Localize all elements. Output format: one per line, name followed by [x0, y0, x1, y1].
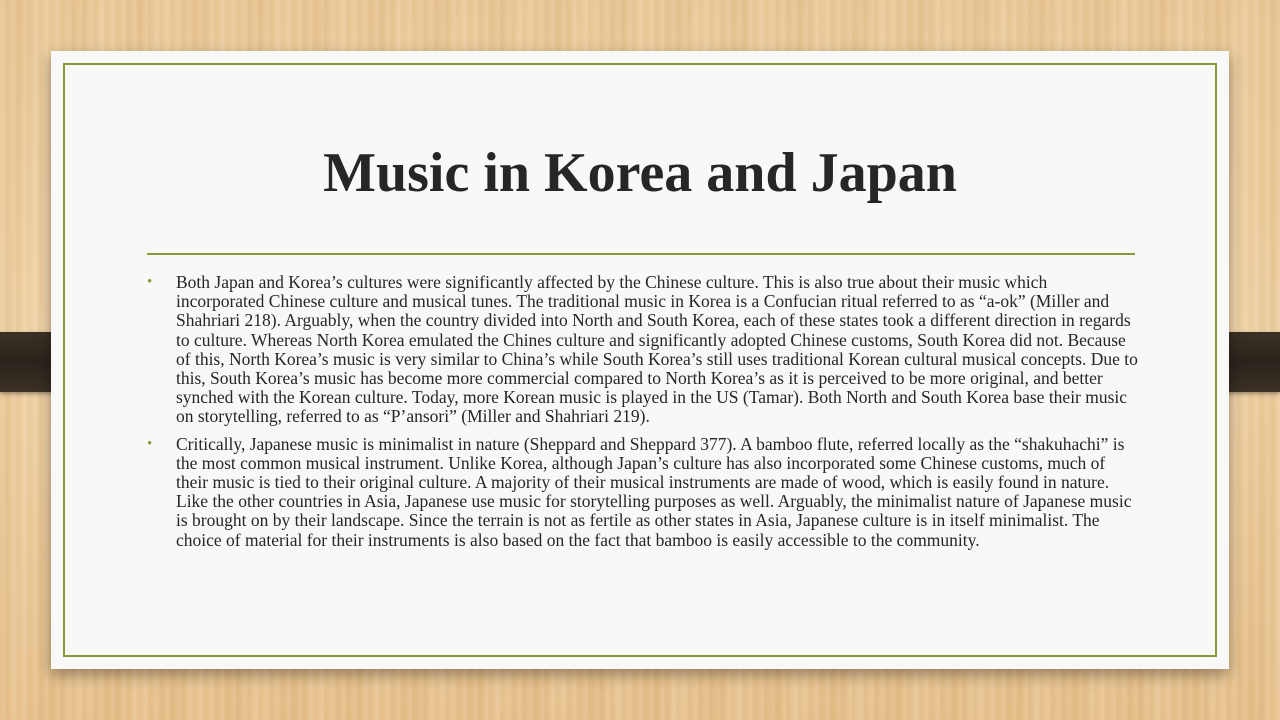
bullet-text-korea: Both Japan and Korea’s cultures were significantly affected by the Chinese culture. This is also true about their music which incorporated Chinese culture and musical tunes. The traditional music in Korea is a Confucian ritual referred to as “a-ok” (Miller and Shahriari 218). Arguably, when the country divided into North and South Korea, each of these states took a different direction in regards to culture. Whereas North Korea emulated the Chines culture and significantly adopted Chinese customs, South Korea did not. Because of this, North Korea’s music is very similar to China’s while South Korea’s still uses traditional Korean cultural musical concepts. Due to this, South Korea’s music has become more commercial compared to North Korea’s as it is perceived to be more original, and better synched with the Korean culture. Today, more Korean music is played in the US (Tamar). Both North and South Korea base their music on storytelling, referred to as “P’ansori” (Miller and Shahriari 219). [176, 272, 1138, 427]
bullet-item-korea [147, 273, 1139, 427]
bullet-list [147, 273, 1139, 558]
bullet-dot-icon: • [147, 435, 153, 452]
bullet-dot-icon: • [147, 274, 153, 290]
bullet-item-japan [147, 435, 1139, 550]
slide-card [51, 51, 1229, 669]
title-divider [147, 253, 1135, 255]
bullet-text-japan: Critically, Japanese music is minimalist in nature (Sheppard and Sheppard 377). A bamboo flute, referred locally as the “shakuhachi” is the most common musical instrument. Unlike Korea, although Japan’s culture has also incorporated some Chinese customs, much of their music is tied to their original culture. A majority of their musical instruments are made of wood, which is easily found in nature. Like the other countries in Asia, Japanese use music for storytelling purposes as well. Arguably, the minimalist nature of Japanese music is brought on by their landscape. Since the terrain is not as fertile as other states in Asia, Japanese culture is in itself minimalist. The choice of material for their instruments is also based on the fact that bamboo is easily accessible to the community. [176, 433, 1132, 550]
slide-title: Music in Korea and Japan [323, 142, 957, 204]
